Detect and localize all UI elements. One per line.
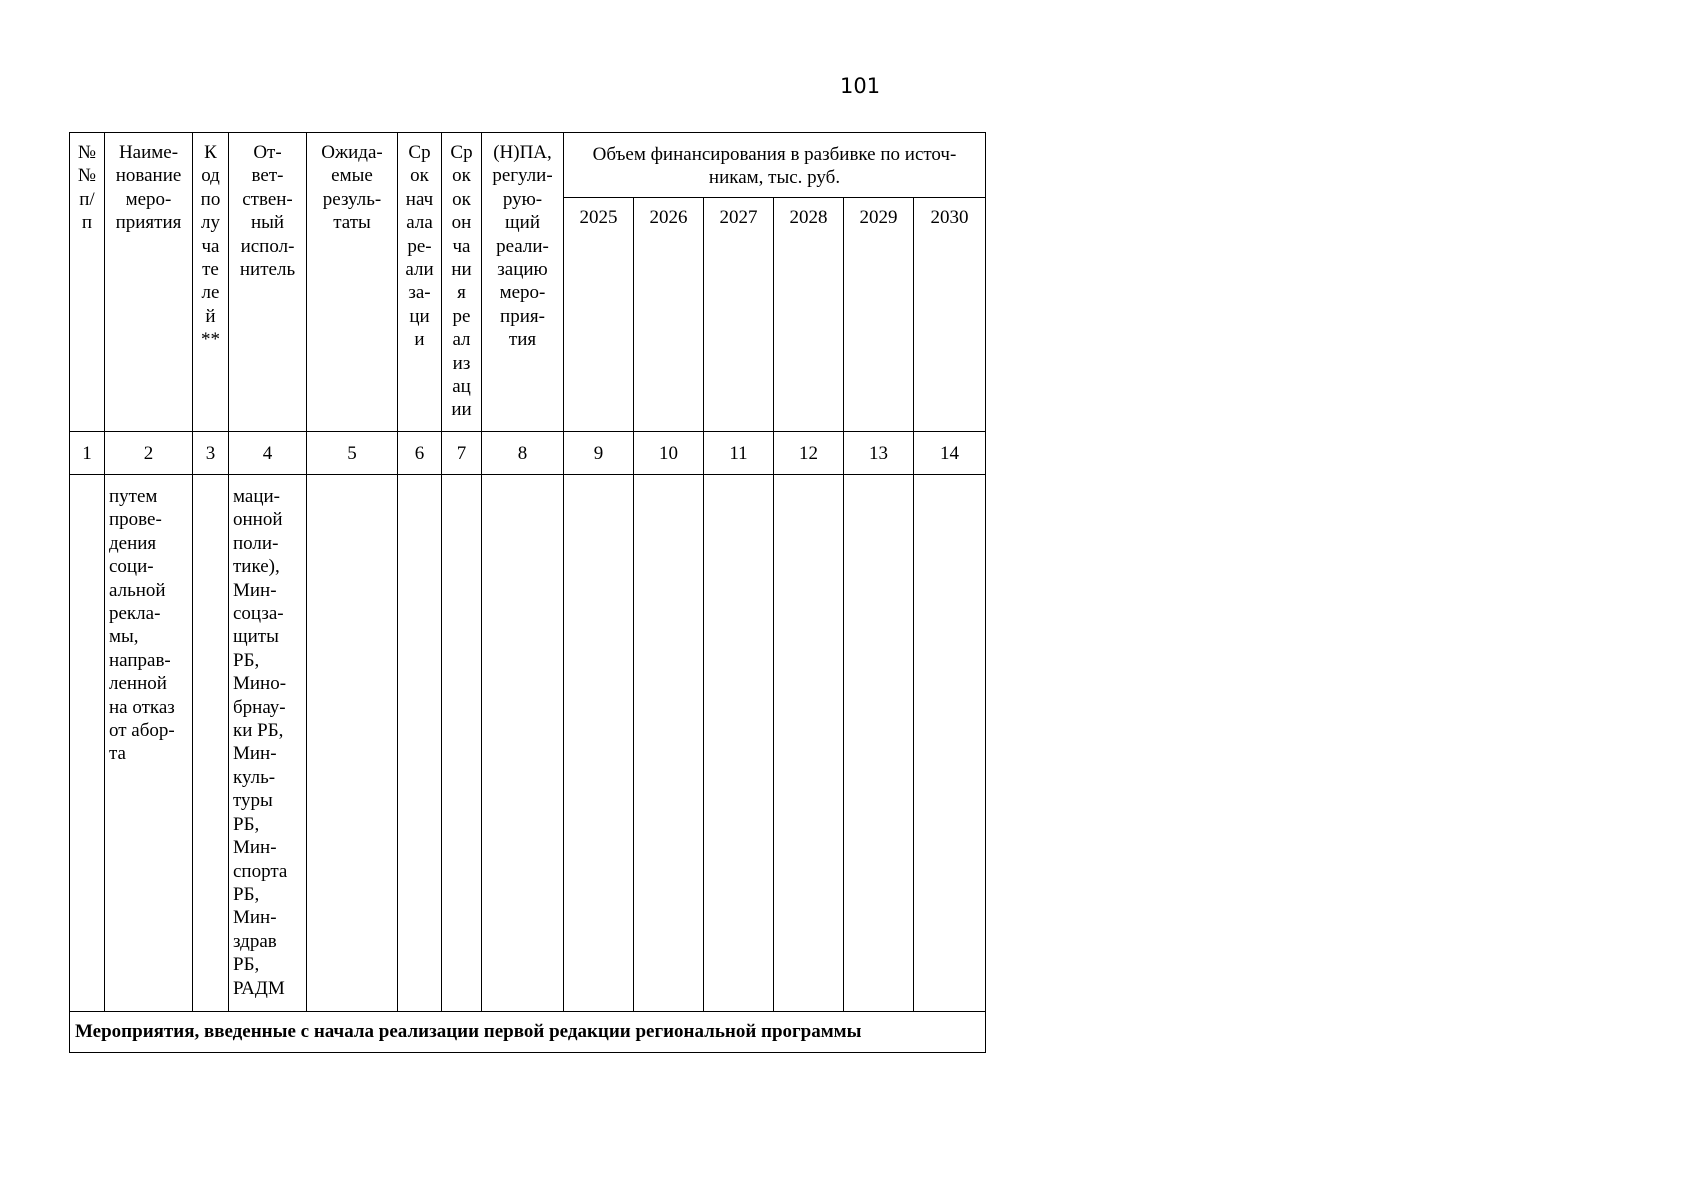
header-year: 2030	[914, 198, 986, 432]
header-row-top	[70, 133, 986, 198]
cell-recipient-code	[193, 475, 229, 1012]
cell-start-date	[398, 475, 442, 1012]
cell-regulation	[482, 475, 564, 1012]
section-row	[70, 1012, 986, 1053]
cell-financing-2030	[914, 475, 986, 1012]
column-number: 1	[70, 432, 105, 475]
header-year: 2027	[704, 198, 774, 432]
header-regulation: (Н)ПА, регули- рую- щий реали- зацию меро- прия- тия	[482, 133, 564, 432]
header-expected-results: Ожида- емые резуль- таты	[307, 133, 398, 432]
cell-financing-2025	[564, 475, 634, 1012]
column-number: 5	[307, 432, 398, 475]
header-recipient-code: К од по лу ча те ле й **	[193, 133, 229, 432]
cell-financing-2028	[774, 475, 844, 1012]
header-year: 2028	[774, 198, 844, 432]
measures-table	[69, 132, 986, 1053]
cell-financing-2027	[704, 475, 774, 1012]
column-number: 4	[229, 432, 307, 475]
header-financing: Объем финансирования в разбивке по источ- никам, тыс. руб.	[564, 133, 986, 198]
cell-expected-results	[307, 475, 398, 1012]
cell-end-date	[442, 475, 482, 1012]
column-number: 10	[634, 432, 704, 475]
header-year: 2026	[634, 198, 704, 432]
cell-financing-2029	[844, 475, 914, 1012]
column-number: 12	[774, 432, 844, 475]
column-number-row	[70, 432, 986, 475]
table-row	[70, 475, 986, 1012]
cell-executor: маци- онной поли- тике), Мин- соцза- щиты РБ, Мино- брнау- ки РБ, Мин- куль- туры РБ, Мин- спорта РБ, Мин- здрав РБ, РАДМ	[229, 475, 307, 1012]
column-number: 6	[398, 432, 442, 475]
column-number: 8	[482, 432, 564, 475]
section-title: Мероприятия, введенные с начала реализации первой редакции региональной программы	[70, 1012, 986, 1053]
cell-measure-name: путем прове- дения соци- альной рекла- мы, направ- ленной на отказ от абор- та	[105, 475, 193, 1012]
column-number: 3	[193, 432, 229, 475]
header-executor: От- вет- ствен- ный испол- нитель	[229, 133, 307, 432]
column-number: 11	[704, 432, 774, 475]
header-year: 2029	[844, 198, 914, 432]
header-year: 2025	[564, 198, 634, 432]
header-end-date: Ср ок ок он ча ни я ре ал из ац ии	[442, 133, 482, 432]
column-number: 2	[105, 432, 193, 475]
column-number: 14	[914, 432, 986, 475]
column-number: 13	[844, 432, 914, 475]
page-number: 101	[840, 74, 881, 98]
header-measure-name: Наиме- нование меро- приятия	[105, 133, 193, 432]
column-number: 9	[564, 432, 634, 475]
column-number: 7	[442, 432, 482, 475]
header-start-date: Ср ок нач ала ре- али за- ци и	[398, 133, 442, 432]
cell-financing-2026	[634, 475, 704, 1012]
cell-number	[70, 475, 105, 1012]
header-number: № № п/ п	[70, 133, 105, 432]
